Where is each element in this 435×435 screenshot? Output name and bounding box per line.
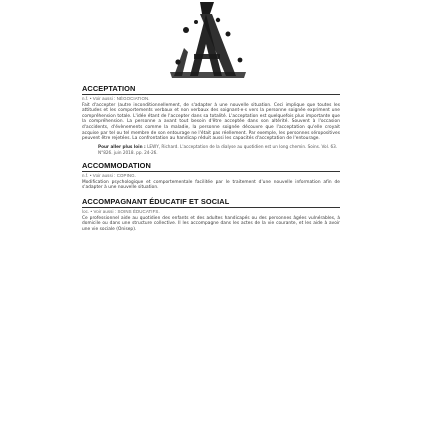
glossary-entry (82, 84, 340, 155)
entry-see-also: n.f. • Voir aussi : NÉGOCIATION. (82, 96, 150, 101)
glossary-entry (82, 197, 340, 232)
entry-divider (82, 94, 340, 95)
entry-heading: ACCOMPAGNANT ÉDUCATIF ET SOCIAL (82, 197, 230, 207)
entry-divider (82, 207, 340, 208)
entry-divider (82, 171, 340, 172)
entry-definition: Fait d'accepter (autre inconditionnellement, de s'adapter à une nouvelle situation. Ceci implique que toutes les attitudes et les comportements verbaux et non verbaux des soignant·e·s vers la personne soignée expriment une compréhension totale. L'idée étant de l'accepter dans sa totalité. L'acceptation est quelquefois plus importante que la compréhension. La personne a avant tout besoin d'être acceptée dans son altérité. Souvent à l'occasion d'accidents, d'évènements comme la maladie, la personne soignée découvre que l'acceptation qu'elle croyait acquise par tel ou tel membre de son entourage ne l'était pas réellement. Par exemple, les personnes séropositives peuvent être rejetées. La confrontation au handicap réduit aussi les capacités d'acceptation de l'entourage. (82, 102, 340, 142)
entry-definition: Ce professionnel aide au quotidien des enfants et des adultes handicapés ou des personnes âgées vulnérables, à domicile ou dans une structure collective. Il les accompagne dans les actes de la vie courante, et les aide à avoir une vie sociale (Onisep). (82, 215, 340, 232)
bibliography-text: LEWY, Richard. L'acceptation de la dialyse au quotidien est un long chemin. Soins. Vol. 63. N°826. juin 2018. pp. 24-26. (98, 144, 338, 155)
glossary-entry (82, 161, 340, 191)
decorative-letter-a-logo (0, 0, 435, 80)
entry-heading: ACCEPTATION (82, 84, 136, 93)
glossary-page (82, 84, 340, 434)
entry-definition: Modification psychologique et comportementale facilitée par le traitement d'une nouvelle information afin de s'adapter à une nouvelle situation. (82, 179, 340, 191)
entry-see-also: loc. • Voir aussi : SOINS ÉDUCATIFS. (82, 209, 160, 215)
entry-bibliography (82, 144, 340, 155)
bibliography-label: Pour aller plus loin : (98, 144, 146, 150)
entry-heading: ACCOMMODATION (82, 161, 151, 171)
entry-see-also: n.f. • Voir aussi : COPING. (82, 173, 137, 179)
